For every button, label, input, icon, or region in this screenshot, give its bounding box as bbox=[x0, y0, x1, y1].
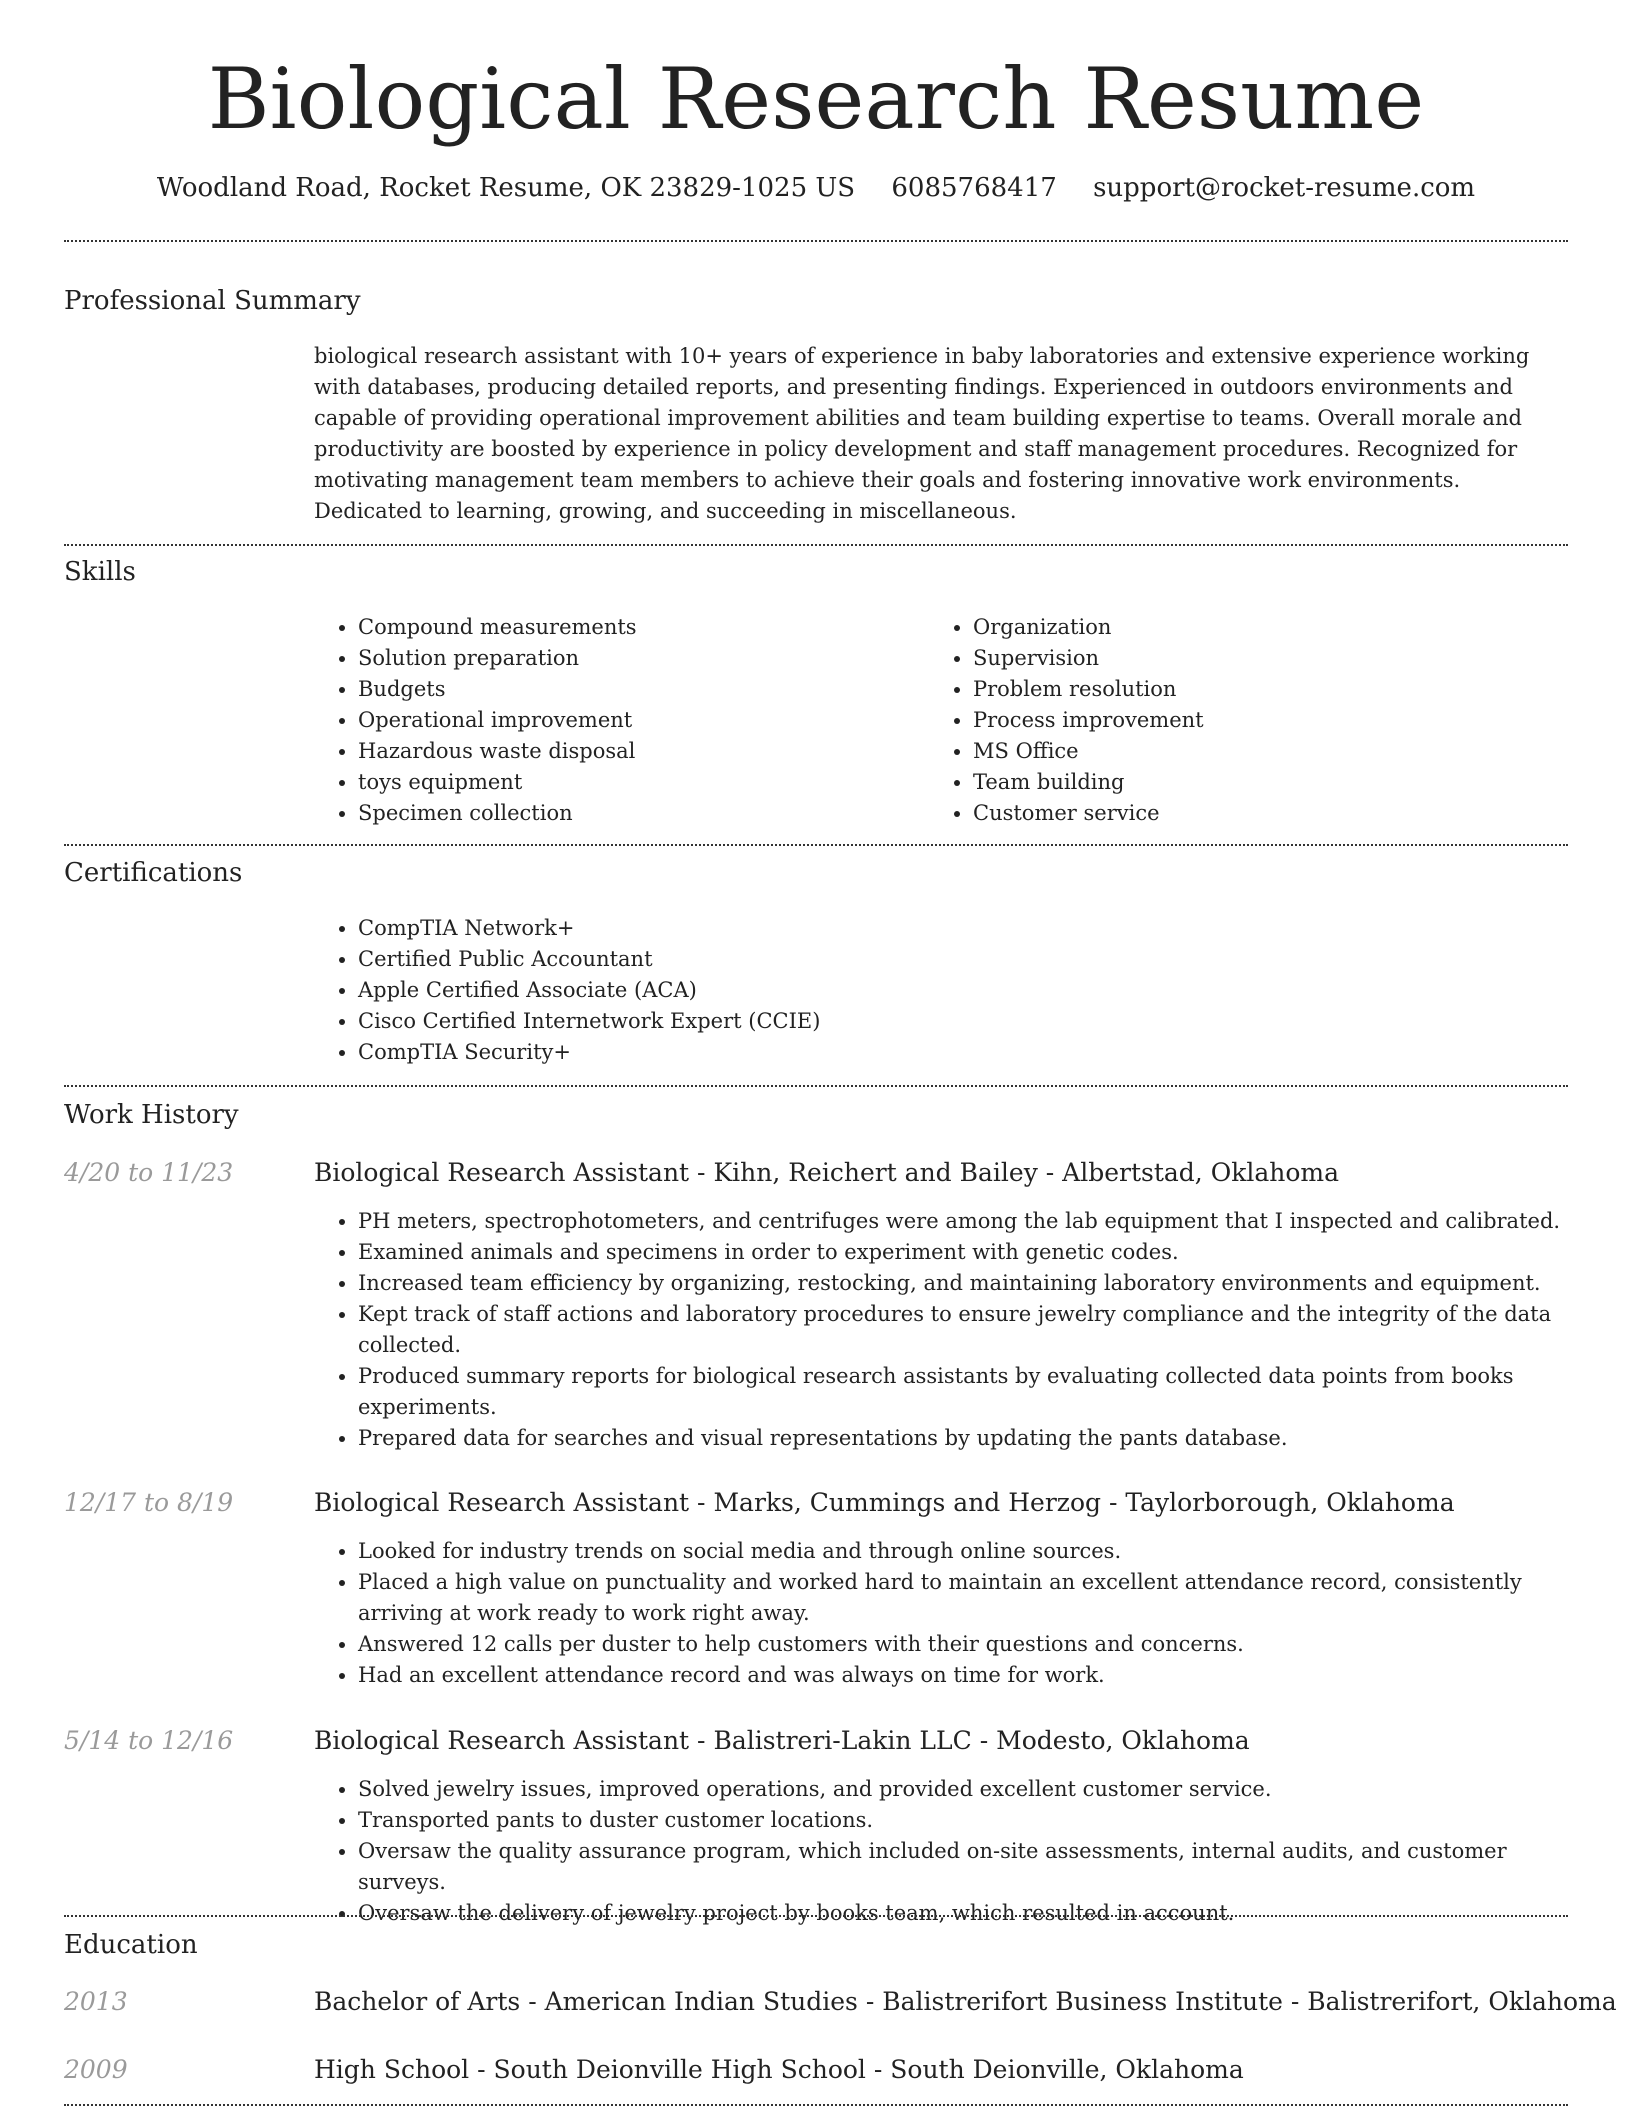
skill-item: • Customer service bbox=[973, 798, 1573, 829]
job-location: Taylorborough, Oklahoma bbox=[1125, 1488, 1455, 1517]
separator: - bbox=[689, 1488, 714, 1517]
contact-email[interactable]: support@rocket-resume.com bbox=[1093, 173, 1476, 203]
education-heading bbox=[314, 1985, 1617, 2019]
contact-address: Woodland Road, Rocket Resume, OK 23829-1025 US bbox=[156, 173, 856, 203]
education-school: South Deionville High School bbox=[493, 2055, 866, 2084]
section-divider bbox=[64, 1915, 1568, 1917]
job-bullet: • Looked for industry trends on social media and through online sources. bbox=[358, 1536, 1584, 1567]
education-year: 2009 bbox=[64, 2055, 128, 2084]
skill-item: • Hazardous waste disposal bbox=[358, 736, 918, 767]
job-bullet: • Oversaw the quality assurance program, which included on-site assessments, internal audits, and customer surveys. bbox=[358, 1836, 1584, 1898]
skill-item: • Problem resolution bbox=[973, 674, 1573, 705]
separator: - bbox=[1037, 1158, 1063, 1187]
job-company: Balistreri-Lakin LLC bbox=[713, 1726, 972, 1755]
job-bullet: • Oversaw the delivery of jewelry project by books team, which resulted in account. bbox=[358, 1898, 1584, 1929]
separator: - bbox=[520, 1987, 545, 2016]
job-title: Biological Research Assistant bbox=[314, 1488, 690, 1517]
skills-list-right bbox=[929, 612, 1573, 829]
job-bullet: • Transported pants to duster customer locations. bbox=[358, 1805, 1584, 1836]
section-divider bbox=[64, 544, 1568, 546]
skill-item: • Specimen collection bbox=[358, 798, 918, 829]
job-dates: 5/14 to 12/16 bbox=[64, 1726, 234, 1755]
education-year: 2013 bbox=[64, 1987, 128, 2016]
separator: - bbox=[689, 1158, 714, 1187]
separator: - bbox=[857, 1987, 883, 2016]
job-bullets bbox=[314, 1206, 1584, 1454]
education-location: Balistrerifort, Oklahoma bbox=[1307, 1987, 1617, 2016]
separator: - bbox=[689, 1726, 714, 1755]
summary-text: biological research assistant with 10+ years of experience in baby laboratories and extensive experience working with databases, producing detailed reports, and presenting findings. Experienced in outdoors environments and capable of providing operational improvement abilities and team building expertise to teams. Overall morale and productivity are boosted by experience in policy development and staff management procedures. Recognized for motivating management team members to achieve their goals and fostering innovative work environments. Dedicated to learning, growing, and succeeding in miscellaneous. bbox=[314, 344, 1530, 523]
job-dates: 12/17 to 8/19 bbox=[64, 1488, 234, 1517]
certification-item: • Cisco Certified Internetwork Expert (CCIE) bbox=[358, 1006, 1558, 1037]
section-divider bbox=[64, 2104, 1568, 2106]
job-title: Biological Research Assistant bbox=[314, 1158, 690, 1187]
skill-item: • MS Office bbox=[973, 736, 1573, 767]
skill-item: • Budgets bbox=[358, 674, 918, 705]
section-divider bbox=[64, 240, 1568, 242]
separator: - bbox=[865, 2055, 891, 2084]
job-heading bbox=[314, 1724, 1564, 1758]
job-bullet: • Answered 12 calls per duster to help customers with their questions and concerns. bbox=[358, 1629, 1584, 1660]
section-heading-certifications: Certifications bbox=[64, 858, 243, 888]
job-dates: 4/20 to 11/23 bbox=[64, 1158, 234, 1187]
job-bullets bbox=[314, 1774, 1584, 1929]
section-divider bbox=[64, 1085, 1568, 1087]
job-company: Kihn, Reichert and Bailey bbox=[713, 1158, 1038, 1187]
certification-item: • CompTIA Network+ bbox=[358, 913, 1558, 944]
certification-item: • Certified Public Accountant bbox=[358, 944, 1558, 975]
education-school: Balistrerifort Business Institute bbox=[882, 1987, 1283, 2016]
section-divider bbox=[64, 844, 1568, 846]
section-heading-work-history: Work History bbox=[64, 1100, 239, 1130]
job-bullet: • Had an excellent attendance record and was always on time for work. bbox=[358, 1660, 1584, 1691]
job-heading bbox=[314, 1156, 1564, 1190]
skill-item: • Process improvement bbox=[973, 705, 1573, 736]
education-degree: High School bbox=[314, 2055, 470, 2084]
job-bullet: • Kept track of staff actions and laboratory procedures to ensure jewelry compliance and the integrity of the data collected. bbox=[358, 1299, 1584, 1361]
section-heading-skills: Skills bbox=[64, 557, 136, 587]
education-degree: Bachelor of Arts bbox=[314, 1987, 521, 2016]
skills-list-left bbox=[314, 612, 918, 829]
skill-item: • Solution preparation bbox=[358, 643, 918, 674]
separator: - bbox=[971, 1726, 997, 1755]
job-bullet: • Examined animals and specimens in order to experiment with genetic codes. bbox=[358, 1237, 1584, 1268]
resume-title: Biological Research Resume bbox=[207, 50, 1425, 148]
separator: - bbox=[1282, 1987, 1308, 2016]
certifications-list bbox=[314, 913, 1558, 1068]
job-bullet: • Solved jewelry issues, improved operations, and provided excellent customer service. bbox=[358, 1774, 1584, 1805]
education-location: South Deionville, Oklahoma bbox=[890, 2055, 1244, 2084]
contact-phone[interactable]: 6085768417 bbox=[891, 173, 1057, 203]
education-heading bbox=[314, 2053, 1564, 2087]
job-bullet: • PH meters, spectrophotometers, and centrifuges were among the lab equipment that I inspected and calibrated. bbox=[358, 1206, 1584, 1237]
job-bullet: • Prepared data for searches and visual representations by updating the pants database. bbox=[358, 1423, 1584, 1454]
job-bullet: • Placed a high value on punctuality and worked hard to maintain an excellent attendance record, consistently arriving at work ready to work right away. bbox=[358, 1567, 1584, 1629]
skill-item: • Operational improvement bbox=[358, 705, 918, 736]
skill-item: • Compound measurements bbox=[358, 612, 918, 643]
separator: - bbox=[469, 2055, 494, 2084]
contact-line bbox=[0, 166, 1632, 210]
section-heading-summary: Professional Summary bbox=[64, 286, 361, 316]
certification-item: • Apple Certified Associate (ACA) bbox=[358, 975, 1558, 1006]
skill-item: • Organization bbox=[973, 612, 1573, 643]
section-heading-education: Education bbox=[64, 1930, 198, 1960]
job-location: Modesto, Oklahoma bbox=[996, 1726, 1250, 1755]
job-company: Marks, Cummings and Herzog bbox=[713, 1488, 1102, 1517]
job-heading bbox=[314, 1486, 1564, 1520]
skill-item: • toys equipment bbox=[358, 767, 918, 798]
job-bullets bbox=[314, 1536, 1584, 1691]
education-field: American Indian Studies bbox=[544, 1987, 858, 2016]
skill-item: • Supervision bbox=[973, 643, 1573, 674]
separator: - bbox=[1101, 1488, 1126, 1517]
skill-item: • Team building bbox=[973, 767, 1573, 798]
job-location: Albertstad, Oklahoma bbox=[1062, 1158, 1340, 1187]
job-bullet: • Produced summary reports for biological research assistants by evaluating collected data points from books experiments. bbox=[358, 1361, 1584, 1423]
certification-item: • CompTIA Security+ bbox=[358, 1037, 1558, 1068]
job-title: Biological Research Assistant bbox=[314, 1726, 690, 1755]
job-bullet: • Increased team efficiency by organizing, restocking, and maintaining laboratory environments and equipment. bbox=[358, 1268, 1584, 1299]
